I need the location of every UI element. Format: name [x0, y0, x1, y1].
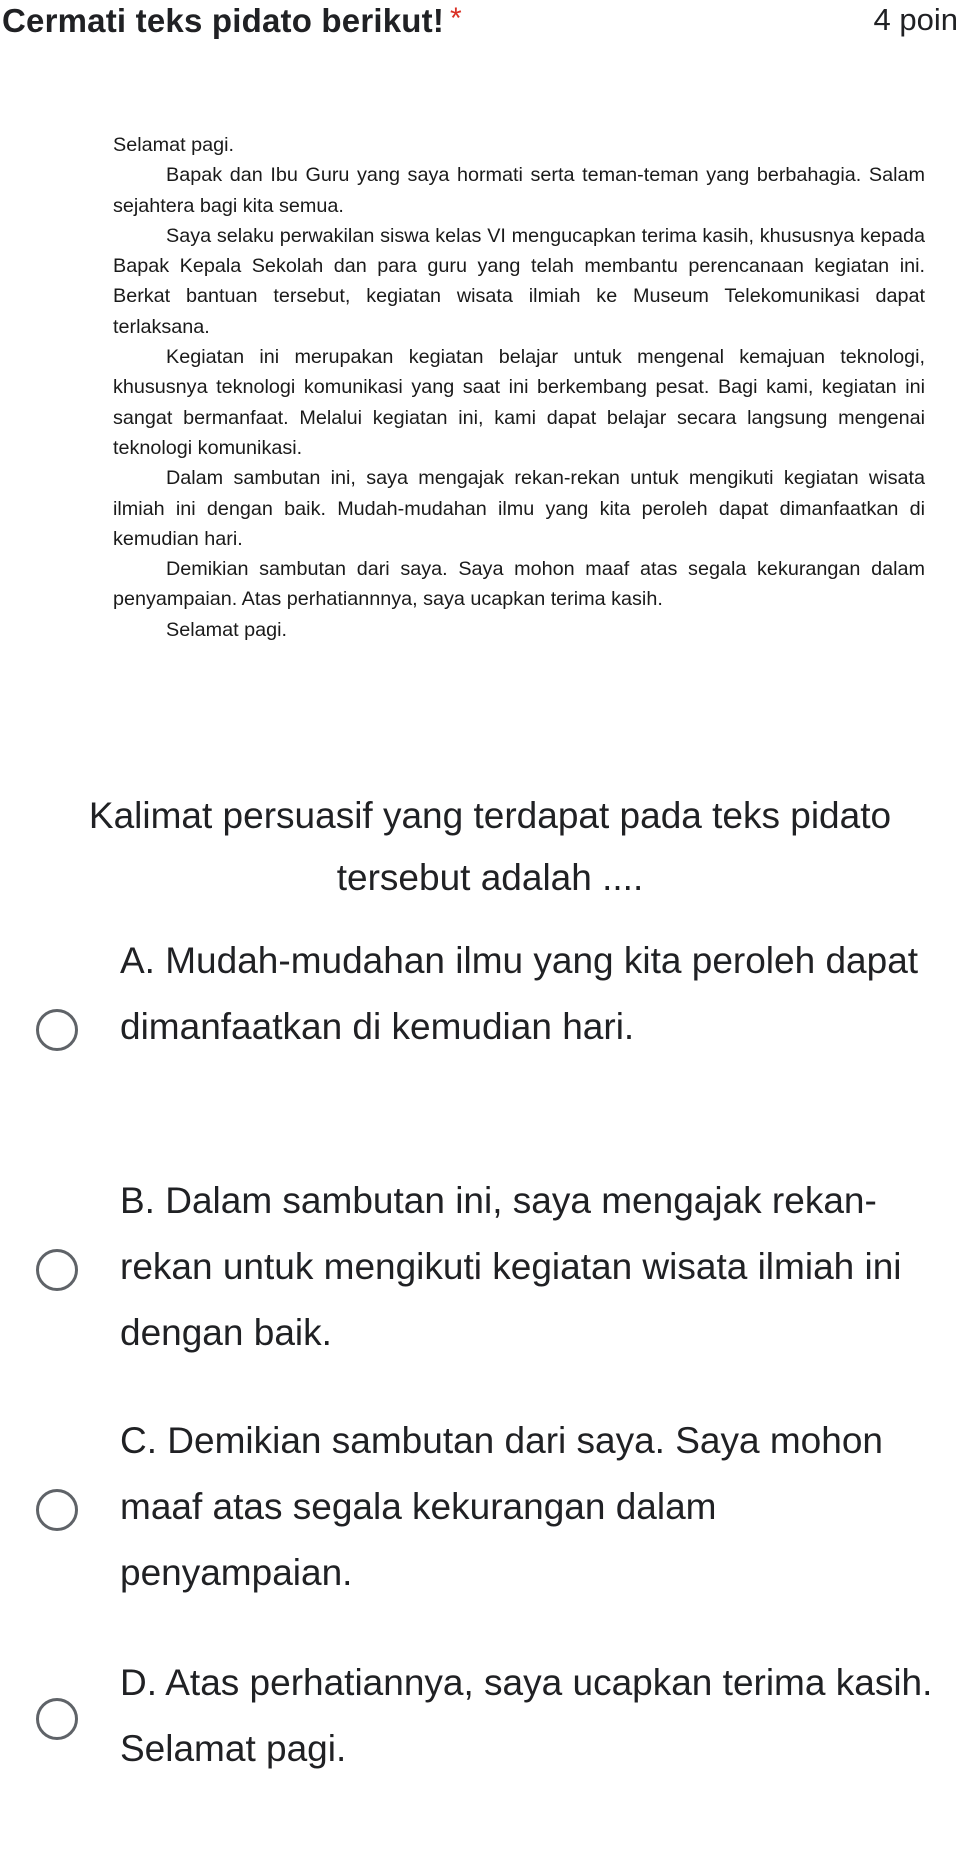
- passage-paragraph-3: Saya selaku perwakilan siswa kelas VI mengucapkan terima kasih, khususnya kepada Bapak Kepala Sekolah dan para guru yang telah membantu perencanaan kegiatan ini. Berkat bantuan tersebut, kegiatan wisata ilmiah ke Museum Telekomunikasi dapat terlaksana.: [113, 224, 925, 338]
- required-marker: *: [450, 2, 462, 35]
- question-title-text: Cermati teks pidato berikut!: [2, 2, 445, 39]
- option-c[interactable]: [0, 1408, 972, 1593]
- question-title: [2, 2, 462, 40]
- radio-button-c[interactable]: [36, 1489, 78, 1531]
- passage-paragraph-6: Demikian sambutan dari saya. Saya mohon maaf atas segala kekurangan dalam penyampaian. Atas perhatiannnya, saya ucapkan terima kasih.: [113, 558, 925, 611]
- option-a-label[interactable]: A. Mudah-mudahan ilmu yang kita peroleh dapat dimanfaatkan di kemudian hari.: [120, 940, 919, 1047]
- option-c-label[interactable]: C. Demikian sambutan dari saya. Saya mohon maaf atas segala kekurangan dalam penyampaian.: [120, 1420, 883, 1593]
- radio-button-a[interactable]: [36, 1009, 78, 1051]
- question-prompt: Kalimat persuasif yang terdapat pada teks pidato tersebut adalah ....: [88, 795, 892, 898]
- speech-passage: [113, 130, 925, 645]
- passage-paragraph-5: Dalam sambutan ini, saya mengajak rekan-rekan untuk mengikuti kegiatan wisata ilmiah ini dengan baik. Mudah-mudahan ilmu yang kita peroleh dapat dimanfaatkan di kemudian hari.: [113, 467, 925, 550]
- option-a[interactable]: [0, 928, 972, 1098]
- passage-paragraph-2: Bapak dan Ibu Guru yang saya hormati serta teman-teman yang berbahagia. Salam sejahtera bagi kita semua.: [113, 164, 925, 217]
- option-d-label[interactable]: D. Atas perhatiannya, saya ucapkan terima kasih. Selamat pagi.: [120, 1662, 933, 1769]
- option-b[interactable]: [0, 1168, 972, 1353]
- radio-button-b[interactable]: [36, 1249, 78, 1291]
- question-header: [0, 0, 972, 60]
- passage-paragraph-4: Kegiatan ini merupakan kegiatan belajar untuk mengenal kemajuan teknologi, khususnya teknologi komunikasi yang saat ini berkembang pesat. Bagi kami, kegiatan ini sangat bermanfaat. Melalui kegiatan ini, kami dapat belajar secara langsung mengenai teknologi komunikasi.: [113, 346, 925, 459]
- option-b-label[interactable]: B. Dalam sambutan ini, saya mengajak rekan-rekan untuk mengikuti kegiatan wisata ilmiah ini dengan baik.: [120, 1180, 902, 1353]
- radio-button-d[interactable]: [36, 1698, 78, 1740]
- points-label: 4 poin: [873, 2, 958, 37]
- passage-paragraph-7: Selamat pagi.: [166, 618, 287, 641]
- option-d[interactable]: [0, 1650, 972, 1820]
- passage-paragraph-1: Selamat pagi.: [113, 134, 234, 156]
